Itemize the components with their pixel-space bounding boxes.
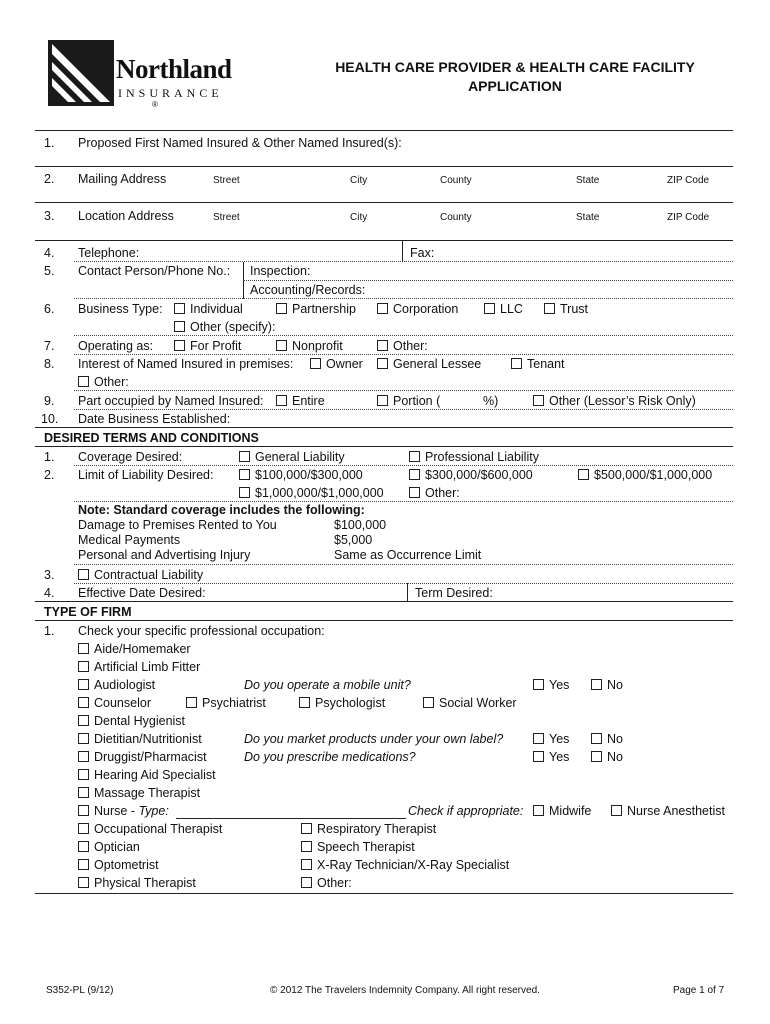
dietitian-checkbox[interactable] bbox=[78, 733, 89, 744]
logo-sub: INSURANCE bbox=[118, 86, 223, 100]
logo-name: Northland bbox=[116, 54, 232, 84]
general-liability-option[interactable]: General Liability bbox=[239, 450, 345, 464]
row-number: 1. bbox=[44, 136, 55, 150]
row-number: 2. bbox=[44, 172, 55, 186]
occupation-psychologist[interactable]: Psychologist bbox=[299, 696, 385, 710]
lessors-risk-option[interactable]: Other (Lessor’s Risk Only) bbox=[533, 394, 696, 408]
psychologist-checkbox[interactable] bbox=[299, 697, 310, 708]
limit-300-600-option[interactable]: $300,000/$600,000 bbox=[409, 468, 533, 482]
note-item-label: Medical Payments bbox=[78, 533, 181, 547]
nonprofit-checkbox[interactable] bbox=[276, 340, 287, 351]
lessors-risk-checkbox[interactable] bbox=[533, 395, 544, 406]
counselor-checkbox[interactable] bbox=[78, 697, 89, 708]
row-number: 2. bbox=[44, 468, 55, 482]
owner-checkbox[interactable] bbox=[310, 358, 321, 369]
owner-option[interactable]: Owner bbox=[310, 357, 363, 371]
prescribe-yes-option[interactable]: Yes bbox=[533, 750, 569, 764]
pt-checkbox[interactable] bbox=[78, 877, 89, 888]
hearing-aid-checkbox[interactable] bbox=[78, 769, 89, 780]
occupation-respiratory[interactable]: Respiratory Therapist bbox=[301, 822, 436, 836]
occupation-ot[interactable]: Occupational Therapist bbox=[78, 822, 222, 836]
nurse-anesthetist-checkbox[interactable] bbox=[611, 805, 622, 816]
state-label: State bbox=[576, 212, 600, 223]
occupation-speech[interactable]: Speech Therapist bbox=[301, 840, 415, 854]
city-label: City bbox=[350, 212, 368, 223]
portion-checkbox[interactable] bbox=[377, 395, 388, 406]
note-item-label: Personal and Advertising Injury bbox=[78, 548, 251, 562]
occupation-other[interactable]: Other: bbox=[301, 876, 352, 890]
occupation-optometrist[interactable]: Optometrist bbox=[78, 858, 159, 872]
other-specify-option[interactable]: Other (specify): bbox=[174, 320, 275, 334]
row-number: 9. bbox=[44, 394, 55, 408]
check-appropriate-label: Check if appropriate: bbox=[408, 804, 524, 818]
audiologist-checkbox[interactable] bbox=[78, 679, 89, 690]
mobile-yes-checkbox[interactable] bbox=[533, 679, 544, 690]
county-label: County bbox=[440, 212, 472, 223]
corporation-option[interactable]: Corporation bbox=[377, 302, 458, 316]
portion-percent: %) bbox=[483, 394, 499, 408]
general-lessee-checkbox[interactable] bbox=[377, 358, 388, 369]
contractual-liability-option[interactable]: Contractual Liability bbox=[78, 568, 203, 582]
portion-option[interactable]: Portion ( bbox=[377, 394, 440, 408]
mobile-no-option[interactable]: No bbox=[591, 678, 623, 692]
location-address-label: Location Address bbox=[78, 209, 174, 223]
occupation-aide[interactable]: Aide/Homemaker bbox=[78, 642, 191, 656]
nonprofit-option[interactable]: Nonprofit bbox=[276, 339, 343, 353]
street-label: Street bbox=[213, 175, 240, 186]
occupation-limb-fitter[interactable]: Artificial Limb Fitter bbox=[78, 660, 200, 674]
limit-1000-1000-checkbox[interactable] bbox=[239, 487, 250, 498]
occupation-audiologist[interactable]: Audiologist bbox=[78, 678, 155, 692]
row-number: 7. bbox=[44, 339, 55, 353]
nurse-anesthetist-option[interactable]: Nurse Anesthetist bbox=[611, 804, 725, 818]
question-mobile-unit: Do you operate a mobile unit? bbox=[244, 678, 411, 692]
business-type-label: Business Type: bbox=[78, 302, 163, 316]
individual-checkbox[interactable] bbox=[174, 303, 185, 314]
psychiatrist-checkbox[interactable] bbox=[186, 697, 197, 708]
aide-checkbox[interactable] bbox=[78, 643, 89, 654]
limb-fitter-checkbox[interactable] bbox=[78, 661, 89, 672]
partnership-checkbox[interactable] bbox=[276, 303, 287, 314]
row-number: 8. bbox=[44, 357, 55, 371]
tenant-checkbox[interactable] bbox=[511, 358, 522, 369]
note-item-value: $5,000 bbox=[334, 533, 373, 547]
operating-other-option[interactable]: Other: bbox=[377, 339, 428, 353]
row-number: 6. bbox=[44, 302, 55, 316]
label-no-option[interactable]: No bbox=[591, 732, 623, 746]
xray-checkbox[interactable] bbox=[301, 859, 312, 870]
title-line-2: APPLICATION bbox=[468, 78, 562, 94]
state-label: State bbox=[576, 175, 600, 186]
question-prescribe: Do you prescribe medications? bbox=[244, 750, 416, 764]
row-number: 4. bbox=[44, 246, 55, 260]
occupation-dietitian[interactable]: Dietitian/Nutritionist bbox=[78, 732, 202, 746]
inspection-label: Inspection: bbox=[250, 264, 311, 278]
occupation-instruction: Check your specific professional occupation: bbox=[78, 624, 325, 638]
northland-logo-mark-icon bbox=[48, 40, 114, 106]
named-insured-field[interactable] bbox=[35, 166, 733, 167]
occupation-xray[interactable]: X-Ray Technician/X-Ray Specialist bbox=[301, 858, 509, 872]
mobile-yes-option[interactable]: Yes bbox=[533, 678, 569, 692]
logo-registered-mark: ® bbox=[152, 100, 158, 109]
telephone-label: Telephone: bbox=[78, 246, 140, 260]
label-no-checkbox[interactable] bbox=[591, 733, 602, 744]
optician-checkbox[interactable] bbox=[78, 841, 89, 852]
dental-hygienist-checkbox[interactable] bbox=[78, 715, 89, 726]
label-yes-option[interactable]: Yes bbox=[533, 732, 569, 746]
accounting-records-field[interactable] bbox=[74, 298, 733, 299]
occupation-massage[interactable]: Massage Therapist bbox=[78, 786, 200, 800]
occupation-dental-hygienist[interactable]: Dental Hygienist bbox=[78, 714, 185, 728]
title-line-1: HEALTH CARE PROVIDER & HEALTH CARE FACILITY bbox=[335, 59, 695, 75]
occupation-hearing-aid[interactable]: Hearing Aid Specialist bbox=[78, 768, 216, 782]
street-label: Street bbox=[213, 212, 240, 223]
note-title: Note: Standard coverage includes the following: bbox=[78, 503, 365, 517]
occupation-other-checkbox[interactable] bbox=[301, 877, 312, 888]
limit-100-300-option[interactable]: $100,000/$300,000 bbox=[239, 468, 363, 482]
individual-option[interactable]: Individual bbox=[174, 302, 243, 316]
effective-date-label: Effective Date Desired: bbox=[78, 586, 206, 600]
page-number: Page 1 of 7 bbox=[673, 985, 725, 996]
county-label: County bbox=[440, 175, 472, 186]
trust-checkbox[interactable] bbox=[544, 303, 555, 314]
midwife-checkbox[interactable] bbox=[533, 805, 544, 816]
coverage-desired-label: Coverage Desired: bbox=[78, 450, 183, 464]
social-worker-checkbox[interactable] bbox=[423, 697, 434, 708]
operating-other-checkbox[interactable] bbox=[377, 340, 388, 351]
prescribe-yes-checkbox[interactable] bbox=[533, 751, 544, 762]
date-established-field[interactable] bbox=[35, 427, 733, 428]
occupation-psychiatrist[interactable]: Psychiatrist bbox=[186, 696, 266, 710]
entire-checkbox[interactable] bbox=[276, 395, 287, 406]
partnership-option[interactable]: Partnership bbox=[276, 302, 356, 316]
mailing-address-label: Mailing Address bbox=[78, 172, 167, 186]
llc-checkbox[interactable] bbox=[484, 303, 495, 314]
druggist-checkbox[interactable] bbox=[78, 751, 89, 762]
row-number: 3. bbox=[44, 568, 55, 582]
midwife-option[interactable]: Midwife bbox=[533, 804, 591, 818]
nurse-checkbox[interactable] bbox=[78, 805, 89, 816]
occupation-optician[interactable]: Optician bbox=[78, 840, 140, 854]
note-item-value: Same as Occurrence Limit bbox=[334, 548, 482, 562]
firm-heading: TYPE OF FIRM bbox=[44, 605, 132, 619]
limit-300-600-checkbox[interactable] bbox=[409, 469, 420, 480]
limit-500-1000-checkbox[interactable] bbox=[578, 469, 589, 480]
ot-checkbox[interactable] bbox=[78, 823, 89, 834]
fax-label: Fax: bbox=[410, 246, 435, 260]
logo bbox=[48, 40, 248, 112]
zip-label: ZIP Code bbox=[667, 175, 710, 186]
inspection-field[interactable] bbox=[243, 280, 733, 281]
occupation-nurse[interactable]: Nurse - Type: bbox=[78, 804, 169, 818]
mobile-no-checkbox[interactable] bbox=[591, 679, 602, 690]
limit-100-300-checkbox[interactable] bbox=[239, 469, 250, 480]
row-number: 3. bbox=[44, 209, 55, 223]
other-specify-checkbox[interactable] bbox=[174, 321, 185, 332]
row-number: 1. bbox=[44, 624, 55, 638]
occupation-pt[interactable]: Physical Therapist bbox=[78, 876, 196, 890]
copyright: © 2012 The Travelers Indemnity Company. All right reserved. bbox=[270, 985, 540, 996]
telephone-field[interactable] bbox=[74, 261, 733, 262]
part-occupied-label: Part occupied by Named Insured: bbox=[78, 394, 264, 408]
for-profit-checkbox[interactable] bbox=[174, 340, 185, 351]
general-liability-checkbox[interactable] bbox=[239, 451, 250, 462]
for-profit-option[interactable]: For Profit bbox=[174, 339, 241, 353]
question-own-label: Do you market products under your own label? bbox=[244, 732, 504, 746]
mailing-address-field[interactable] bbox=[35, 202, 733, 203]
llc-option[interactable]: LLC bbox=[484, 302, 523, 316]
date-established-label: Date Business Established: bbox=[78, 412, 231, 426]
limit-500-1000-option[interactable]: $500,000/$1,000,000 bbox=[578, 468, 712, 482]
trust-option[interactable]: Trust bbox=[544, 302, 588, 316]
interest-label: Interest of Named Insured in premises: bbox=[78, 357, 294, 371]
optometrist-checkbox[interactable] bbox=[78, 859, 89, 870]
contact-person-label: Contact Person/Phone No.: bbox=[78, 264, 231, 278]
interest-other-checkbox[interactable] bbox=[78, 376, 89, 387]
row-number: 1. bbox=[44, 450, 55, 464]
term-desired-label: Term Desired: bbox=[415, 586, 493, 600]
tenant-option[interactable]: Tenant bbox=[511, 357, 565, 371]
occupation-counselor[interactable]: Counselor bbox=[78, 696, 151, 710]
occupation-social-worker[interactable]: Social Worker bbox=[423, 696, 517, 710]
prescribe-no-checkbox[interactable] bbox=[591, 751, 602, 762]
note-item-value: $100,000 bbox=[334, 518, 387, 532]
entire-option[interactable]: Entire bbox=[276, 394, 325, 408]
nurse-type-field[interactable] bbox=[176, 818, 406, 819]
page-title bbox=[300, 58, 730, 96]
limit-other-checkbox[interactable] bbox=[409, 487, 420, 498]
location-address-field[interactable] bbox=[35, 240, 733, 241]
row-number: 5. bbox=[44, 264, 55, 278]
professional-liability-checkbox[interactable] bbox=[409, 451, 420, 462]
form-id: S352-PL (9/12) bbox=[46, 985, 114, 996]
row-number: 4. bbox=[44, 586, 55, 600]
label-yes-checkbox[interactable] bbox=[533, 733, 544, 744]
limit-1000-1000-option[interactable]: $1,000,000/$1,000,000 bbox=[239, 486, 384, 500]
professional-liability-option[interactable]: Professional Liability bbox=[409, 450, 539, 464]
city-label: City bbox=[350, 175, 368, 186]
respiratory-checkbox[interactable] bbox=[301, 823, 312, 834]
limit-liability-label: Limit of Liability Desired: bbox=[78, 468, 214, 482]
note-item-label: Damage to Premises Rented to You bbox=[78, 518, 277, 532]
occupation-druggist[interactable]: Druggist/Pharmacist bbox=[78, 750, 207, 764]
massage-checkbox[interactable] bbox=[78, 787, 89, 798]
corporation-checkbox[interactable] bbox=[377, 303, 388, 314]
named-insured-label: Proposed First Named Insured & Other Named Insured(s): bbox=[78, 136, 402, 150]
contractual-liability-checkbox[interactable] bbox=[78, 569, 89, 580]
general-lessee-option[interactable]: General Lessee bbox=[377, 357, 481, 371]
zip-label: ZIP Code bbox=[667, 212, 710, 223]
speech-checkbox[interactable] bbox=[301, 841, 312, 852]
interest-other-option[interactable]: Other: bbox=[78, 375, 129, 389]
limit-other-option[interactable]: Other: bbox=[409, 486, 460, 500]
prescribe-no-option[interactable]: No bbox=[591, 750, 623, 764]
operating-as-label: Operating as: bbox=[78, 339, 154, 353]
terms-heading: DESIRED TERMS AND CONDITIONS bbox=[44, 431, 259, 445]
row-number: 10. bbox=[41, 412, 59, 426]
accounting-records-label: Accounting/Records: bbox=[250, 283, 366, 297]
